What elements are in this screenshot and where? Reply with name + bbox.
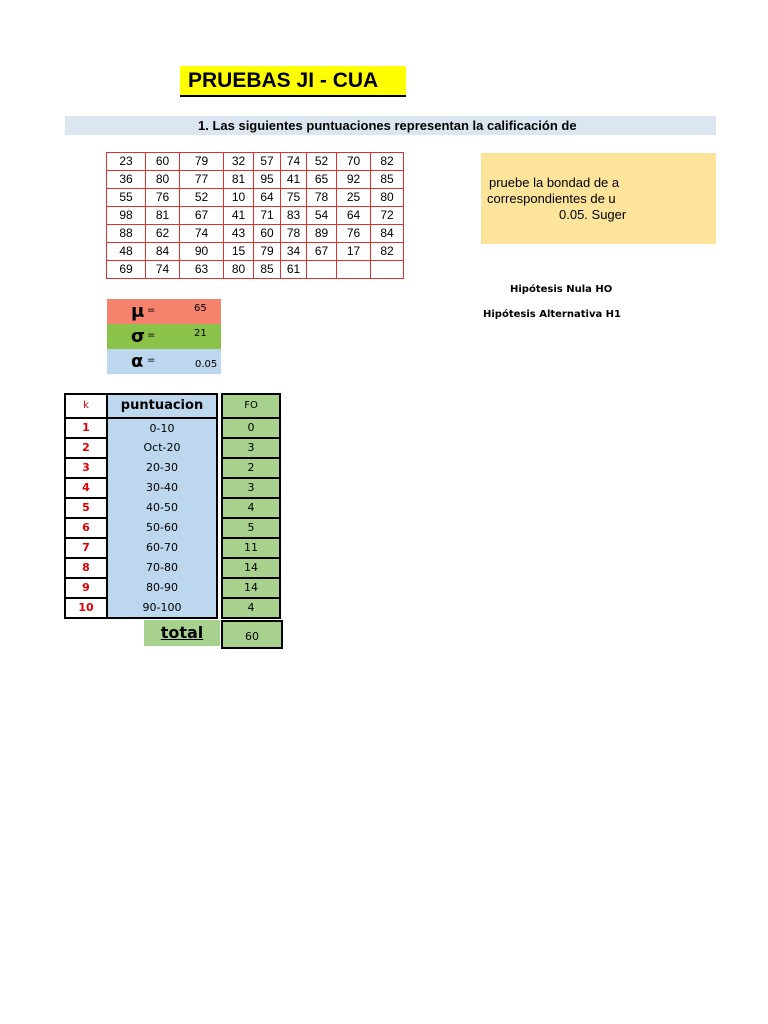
header-fo[interactable]: FO [222,394,280,418]
score-cell[interactable]: 83 [281,207,307,225]
class-index-cell[interactable]: 1 [65,418,107,438]
observed-frequency-cell[interactable]: 3 [222,478,280,498]
total-value-cell[interactable]: 60 [221,620,283,649]
scores-row [107,261,404,279]
alpha-equals: = [147,355,156,366]
score-cell[interactable]: 82 [371,153,404,171]
score-cell[interactable]: 67 [307,243,337,261]
score-cell[interactable]: 81 [224,171,254,189]
frequency-row [65,458,280,478]
frequency-row [65,438,280,458]
score-cell[interactable]: 57 [254,153,281,171]
score-cell[interactable]: 65 [307,171,337,189]
sigma-symbol: σ [131,326,146,347]
class-index-cell[interactable]: 4 [65,478,107,498]
score-cell[interactable]: 41 [224,207,254,225]
interval-cell[interactable]: 50-60 [107,518,217,538]
class-index-cell[interactable]: 9 [65,578,107,598]
instructions-line-1: pruebe la bondad de a [489,175,620,190]
mu-equals: = [147,305,156,316]
observed-frequency-cell[interactable]: 4 [222,498,280,518]
scores-row [107,171,404,189]
interval-cell[interactable]: 40-50 [107,498,217,518]
score-cell[interactable]: 81 [146,207,180,225]
class-index-cell[interactable]: 3 [65,458,107,478]
score-cell[interactable]: 48 [107,243,146,261]
interval-cell[interactable]: 0-10 [107,418,217,438]
score-cell[interactable]: 84 [146,243,180,261]
std-dev-cell[interactable] [107,324,221,349]
sheet-title-text: PRUEBAS JI - CUA [188,69,379,92]
score-cell[interactable]: 74 [146,261,180,279]
score-cell[interactable]: 41 [281,171,307,189]
header-k[interactable]: k [65,394,107,418]
score-cell[interactable]: 70 [337,153,371,171]
class-index-cell[interactable]: 10 [65,598,107,618]
interval-cell[interactable]: 70-80 [107,558,217,578]
scores-row [107,189,404,207]
score-cell[interactable]: 52 [180,189,224,207]
score-cell[interactable]: 10 [224,189,254,207]
score-cell[interactable]: 76 [146,189,180,207]
instructions-line-2: correspondientes de u [487,191,616,206]
scores-row [107,207,404,225]
score-cell[interactable]: 77 [180,171,224,189]
score-cell[interactable]: 64 [254,189,281,207]
frequency-table [64,393,281,619]
score-cell[interactable]: 85 [254,261,281,279]
frequency-table-body [65,394,280,618]
score-cell[interactable]: 76 [337,225,371,243]
mu-symbol: μ [131,301,145,322]
score-cell[interactable]: 23 [107,153,146,171]
observed-frequency-cell[interactable]: 0 [222,418,280,438]
score-cell[interactable]: 80 [371,189,404,207]
score-cell[interactable]: 84 [371,225,404,243]
class-index-cell[interactable]: 7 [65,538,107,558]
alpha-cell[interactable] [107,349,221,374]
score-cell[interactable]: 62 [146,225,180,243]
scores-row [107,225,404,243]
instructions-line-3: 0.05. Suger [559,207,627,222]
score-cell[interactable]: 80 [146,171,180,189]
scores-grid-body [107,153,404,279]
score-cell[interactable]: 71 [254,207,281,225]
frequency-row [65,498,280,518]
score-cell[interactable]: 32 [224,153,254,171]
header-puntuacion[interactable]: puntuacion [107,394,217,418]
sheet-title[interactable] [180,66,406,97]
score-cell[interactable]: 79 [180,153,224,171]
score-cell[interactable]: 60 [146,153,180,171]
score-cell[interactable]: 67 [180,207,224,225]
observed-frequency-cell[interactable]: 14 [222,558,280,578]
score-cell[interactable]: 95 [254,171,281,189]
score-cell[interactable]: 60 [254,225,281,243]
scores-grid [106,152,404,279]
score-cell[interactable]: 80 [224,261,254,279]
observed-frequency-cell[interactable]: 11 [222,538,280,558]
score-cell[interactable]: 43 [224,225,254,243]
interval-cell[interactable]: 90-100 [107,598,217,618]
sigma-equals: = [147,330,156,341]
observed-frequency-cell[interactable]: 5 [222,518,280,538]
interval-cell[interactable]: 60-70 [107,538,217,558]
score-cell[interactable]: 78 [307,189,337,207]
frequency-row [65,418,280,438]
mean-cell[interactable] [107,299,221,324]
problem-statement[interactable] [65,116,716,135]
mean-value: 65 [194,303,207,314]
score-cell[interactable]: 36 [107,171,146,189]
score-cell[interactable]: 88 [107,225,146,243]
score-cell[interactable]: 85 [371,171,404,189]
score-cell[interactable]: 17 [337,243,371,261]
score-cell[interactable]: 92 [337,171,371,189]
score-cell[interactable]: 52 [307,153,337,171]
total-label: total [160,623,204,642]
score-cell[interactable]: 75 [281,189,307,207]
frequency-row [65,478,280,498]
score-cell[interactable] [337,261,371,279]
score-cell[interactable]: 63 [180,261,224,279]
class-index-cell[interactable]: 5 [65,498,107,518]
class-index-cell[interactable]: 2 [65,438,107,458]
null-hypothesis-label: Hipótesis Nula HO [510,284,613,295]
observed-frequency-cell[interactable]: 2 [222,458,280,478]
class-index-cell[interactable]: 8 [65,558,107,578]
observed-frequency-cell[interactable]: 4 [222,598,280,618]
frequency-row [65,578,280,598]
score-cell[interactable]: 61 [281,261,307,279]
frequency-row [65,518,280,538]
score-cell[interactable]: 15 [224,243,254,261]
frequency-table-header-row [65,394,280,418]
interval-cell[interactable]: 80-90 [107,578,217,598]
scores-row [107,153,404,171]
score-cell[interactable]: 25 [337,189,371,207]
interval-cell[interactable]: Oct-20 [107,438,217,458]
frequency-row [65,558,280,578]
frequency-row [65,538,280,558]
std-dev-value: 21 [194,328,207,339]
alpha-value: 0.05 [195,359,218,370]
score-cell[interactable]: 34 [281,243,307,261]
score-cell[interactable] [371,261,404,279]
problem-statement-text: 1. Las siguientes puntuaciones representan la calificación de [198,118,577,133]
score-cell[interactable]: 72 [371,207,404,225]
interval-cell[interactable]: 20-30 [107,458,217,478]
total-label-cell[interactable] [144,620,220,646]
score-cell[interactable]: 78 [281,225,307,243]
score-cell[interactable]: 79 [254,243,281,261]
score-cell[interactable] [307,261,337,279]
score-cell[interactable]: 54 [307,207,337,225]
scores-row [107,243,404,261]
frequency-row [65,598,280,618]
score-cell[interactable]: 64 [337,207,371,225]
score-cell[interactable]: 74 [281,153,307,171]
score-cell[interactable]: 55 [107,189,146,207]
instructions-box[interactable] [481,153,716,244]
score-cell[interactable]: 69 [107,261,146,279]
score-cell[interactable]: 74 [180,225,224,243]
score-cell[interactable]: 90 [180,243,224,261]
score-cell[interactable]: 98 [107,207,146,225]
observed-frequency-cell[interactable]: 14 [222,578,280,598]
observed-frequency-cell[interactable]: 3 [222,438,280,458]
score-cell[interactable]: 82 [371,243,404,261]
score-cell[interactable]: 89 [307,225,337,243]
alternative-hypothesis-label: Hipótesis Alternativa H1 [483,309,622,320]
interval-cell[interactable]: 30-40 [107,478,217,498]
alpha-symbol: α [131,351,144,372]
class-index-cell[interactable]: 6 [65,518,107,538]
